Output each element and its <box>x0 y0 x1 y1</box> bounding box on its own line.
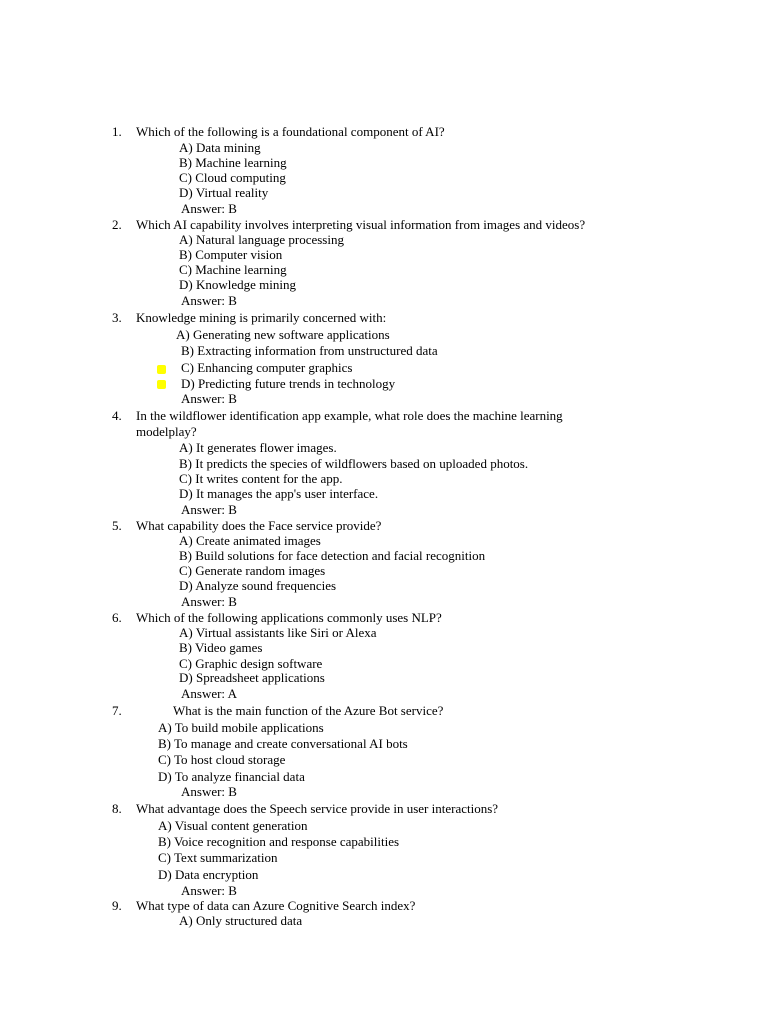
question-number: 6. <box>112 610 122 625</box>
answer: Answer: B <box>181 293 237 308</box>
answer: Answer: B <box>181 502 237 517</box>
option-d: D) It manages the app's user interface. <box>179 486 379 501</box>
answer: Answer: B <box>181 391 237 406</box>
option-c: C) Generate random images <box>179 563 326 578</box>
question-text: Knowledge mining is primarily concerned with: <box>136 310 387 325</box>
highlight-marker <box>157 380 166 389</box>
option-d: D) Analyze sound frequencies <box>179 578 337 593</box>
option-c: C) Graphic design software <box>179 656 323 671</box>
option-a: A) Natural language processing <box>179 232 344 247</box>
question-number: 8. <box>112 801 122 816</box>
question-text: What advantage does the Speech service provide in user interactions? <box>136 801 499 816</box>
option-b: B) Video games <box>179 640 263 655</box>
option-b: B) Build solutions for face detection and facial recognition <box>179 548 486 563</box>
option-b: B) Computer vision <box>179 247 283 262</box>
question-number: 5. <box>112 518 122 533</box>
option-a: A) Visual content generation <box>158 818 308 833</box>
question-text-continued: modelplay? <box>136 424 197 439</box>
option-c: C) It writes content for the app. <box>179 471 343 486</box>
option-d: D) Spreadsheet applications <box>179 670 325 685</box>
option-a: A) Generating new software applications <box>176 327 390 342</box>
option-c: C) Text summarization <box>158 850 278 865</box>
option-a: A) To build mobile applications <box>158 720 324 735</box>
option-b: B) Voice recognition and response capabilities <box>158 834 400 849</box>
question-text: What type of data can Azure Cognitive Search index? <box>136 898 416 913</box>
option-c: C) Cloud computing <box>179 170 286 185</box>
option-a: A) Only structured data <box>179 913 303 928</box>
question-number: 7. <box>112 703 122 718</box>
option-a: A) Data mining <box>179 140 261 155</box>
option-d: D) Virtual reality <box>179 185 269 200</box>
question-text: Which of the following is a foundational component of AI? <box>136 124 445 139</box>
option-c: C) Enhancing computer graphics <box>181 360 353 375</box>
question-text: What is the main function of the Azure Bot service? <box>173 703 444 718</box>
option-d: D) To analyze financial data <box>158 769 305 784</box>
answer: Answer: A <box>181 686 237 701</box>
question-number: 2. <box>112 217 122 232</box>
option-b: B) To manage and create conversational AI bots <box>158 736 408 751</box>
question-text: Which of the following applications commonly uses NLP? <box>136 610 442 625</box>
option-a: A) Virtual assistants like Siri or Alexa <box>179 625 377 640</box>
question-number: 4. <box>112 408 122 423</box>
option-d: D) Predicting future trends in technology <box>181 376 396 391</box>
option-a: A) Create animated images <box>179 533 321 548</box>
option-d: D) Data encryption <box>158 867 259 882</box>
option-c: C) To host cloud storage <box>158 752 286 767</box>
answer: Answer: B <box>181 883 237 898</box>
question-number: 9. <box>112 898 122 913</box>
option-c: C) Machine learning <box>179 262 287 277</box>
option-d: D) Knowledge mining <box>179 277 296 292</box>
question-text: What capability does the Face service provide? <box>136 518 382 533</box>
option-b: B) Machine learning <box>179 155 287 170</box>
answer: Answer: B <box>181 594 237 609</box>
answer: Answer: B <box>181 784 237 799</box>
option-b: B) It predicts the species of wildflowers based on uploaded photos. <box>179 456 529 471</box>
question-text: Which AI capability involves interpreting visual information from images and videos? <box>136 217 586 232</box>
question-number: 1. <box>112 124 122 139</box>
option-b: B) Extracting information from unstructured data <box>181 343 438 358</box>
answer: Answer: B <box>181 201 237 216</box>
question-number: 3. <box>112 310 122 325</box>
option-a: A) It generates flower images. <box>179 440 337 455</box>
highlight-marker <box>157 365 166 374</box>
question-text: In the wildflower identification app example, what role does the machine learning <box>136 408 563 423</box>
